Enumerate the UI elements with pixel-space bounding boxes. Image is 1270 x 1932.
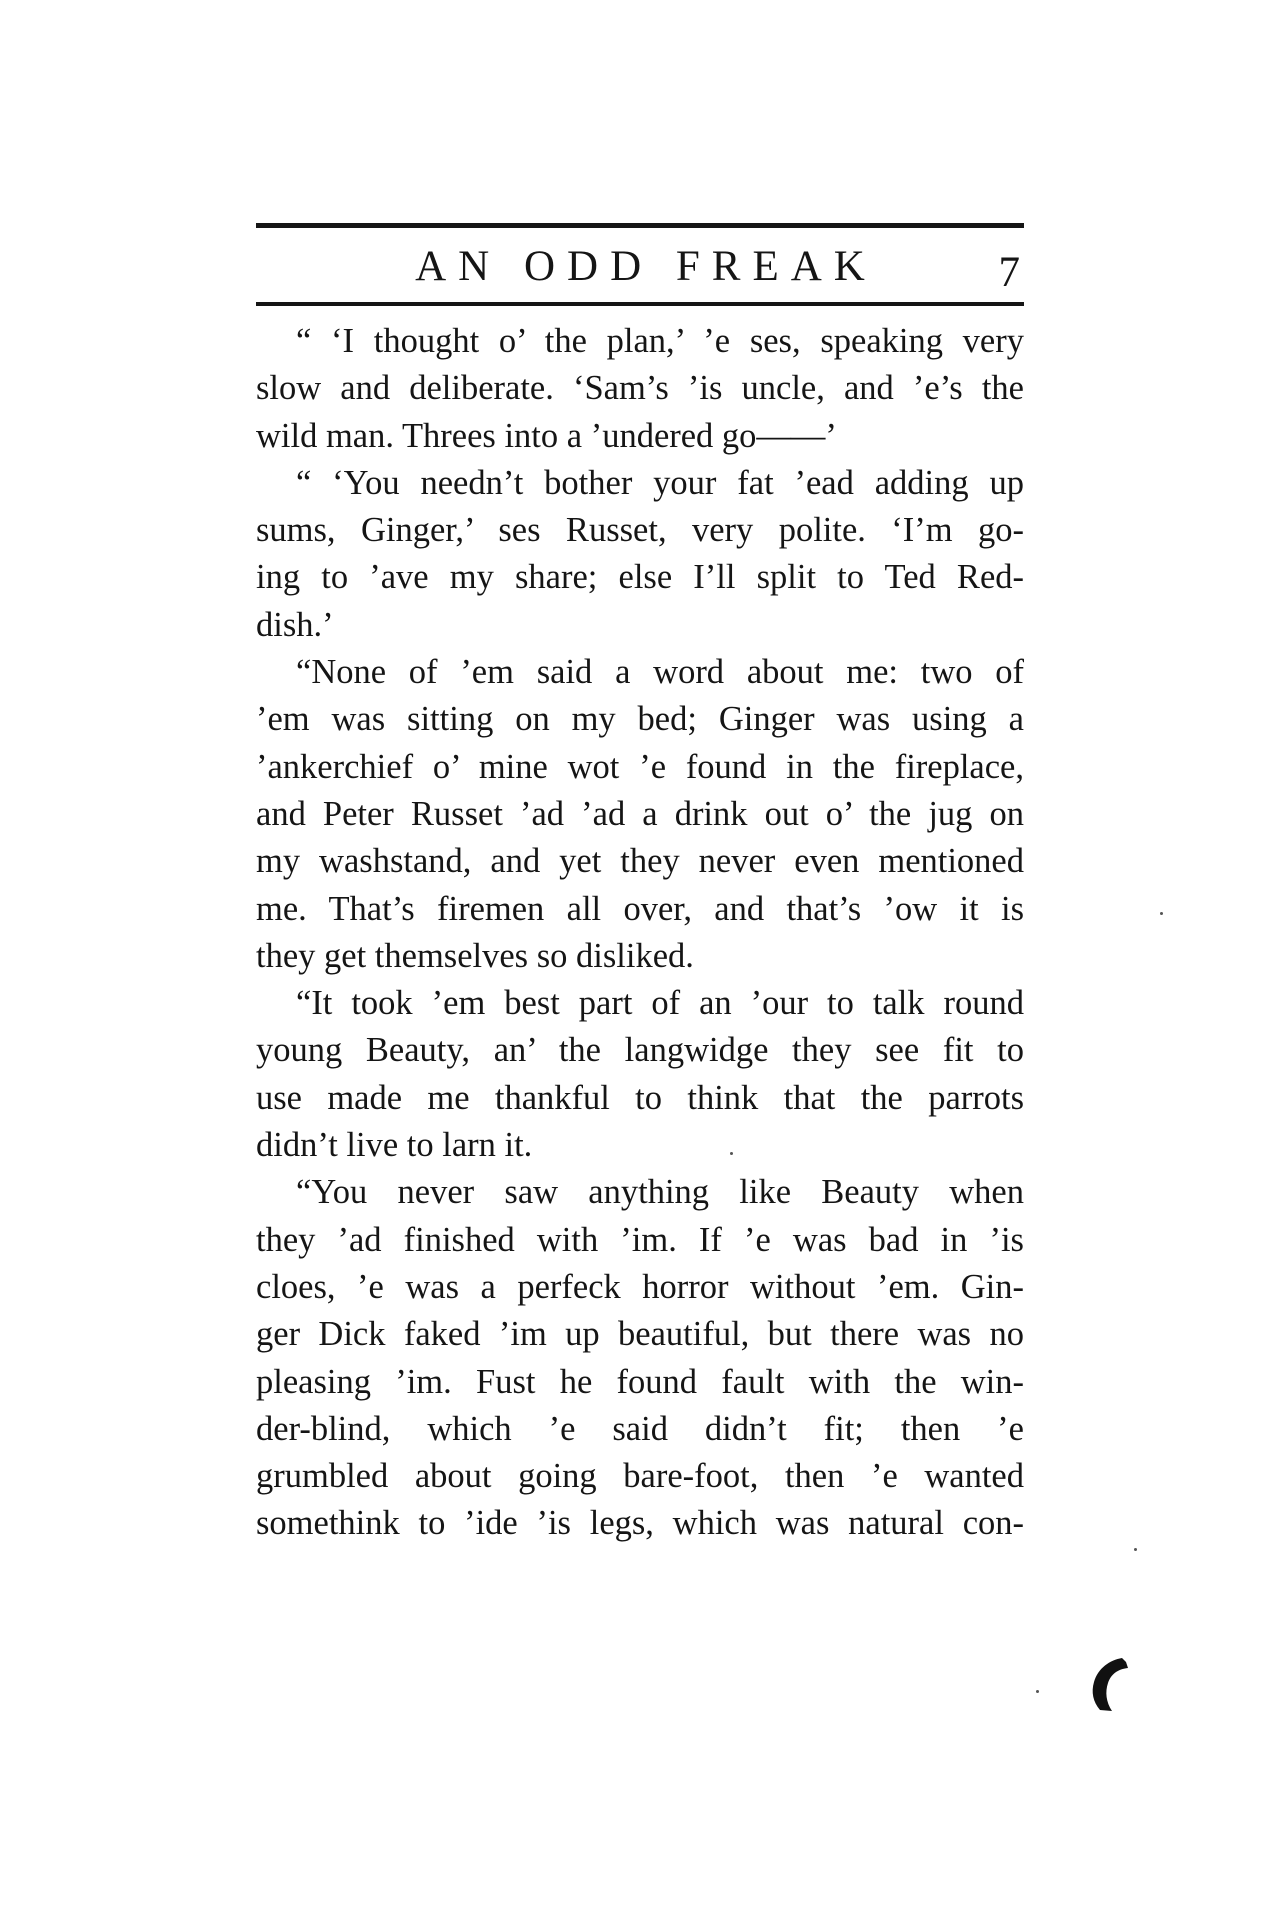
running-head xyxy=(256,228,1024,302)
text-line: use made me thankful to think that the parrots xyxy=(256,1078,1024,1117)
text-line: my washstand, and yet they never even mentioned xyxy=(256,842,1024,881)
text-line: dish.’ xyxy=(256,605,334,644)
text-line: “ ‘You needn’t bother your fat ’ead adding up xyxy=(296,463,1024,502)
text-line: cloes, ’e was a perfeck horror without ’em. Gin- xyxy=(256,1267,1024,1306)
text-line: sums, Ginger,’ ses Russet, very polite. ‘I’m go- xyxy=(256,511,1024,550)
scan-speck xyxy=(1134,1548,1137,1551)
scan-speck xyxy=(1036,1690,1039,1693)
text-line: and Peter Russet ’ad ’ad a drink out o’ the jug on xyxy=(256,794,1024,833)
text-line: didn’t live to larn it. xyxy=(256,1126,533,1165)
text-line: pleasing ’im. Fust he found fault with the win- xyxy=(256,1362,1024,1401)
text-line: “ ‘I thought o’ the plan,’ ’e ses, speaking very xyxy=(296,322,1024,360)
body-text xyxy=(256,318,1024,1548)
text-line: grumbled about going bare-foot, then ’e wanted xyxy=(256,1457,1024,1496)
text-line: “None of ’em said a word about me: two of xyxy=(296,653,1024,692)
text-line: der-blind, which ’e said didn’t fit; then ’e xyxy=(256,1409,1024,1448)
text-line: young Beauty, an’ the langwidge they see fit to xyxy=(256,1031,1024,1070)
text-line: they get themselves so disliked. xyxy=(256,936,694,975)
text-line: they ’ad finished with ’im. If ’e was bad in ’is xyxy=(256,1220,1024,1259)
text-line: “You never saw anything like Beauty when xyxy=(296,1173,1024,1212)
scan-speck xyxy=(730,1152,733,1155)
ink-blot-icon xyxy=(1088,1656,1130,1712)
text-line: somethink to ’ide ’is legs, which was natural con- xyxy=(256,1504,1024,1543)
text-line: ger Dick faked ’im up beautiful, but there was no xyxy=(256,1315,1024,1354)
text-line: me. That’s firemen all over, and that’s ’ow it is xyxy=(256,889,1024,928)
text-line: “It took ’em best part of an ’our to talk round xyxy=(296,984,1024,1023)
scan-speck xyxy=(1160,912,1163,915)
running-head-title: AN ODD FREAK xyxy=(415,243,877,290)
page-number: 7 xyxy=(998,249,1020,296)
text-line: ing to ’ave my share; else I’ll split to Ted Red- xyxy=(256,558,1024,597)
text-line: slow and deliberate. ‘Sam’s ’is uncle, and ’e’s the xyxy=(256,369,1024,408)
text-line: wild man. Threes into a ’undered go——’ xyxy=(256,416,837,455)
text-line: ’em was sitting on my bed; Ginger was using a xyxy=(256,700,1024,739)
header-rule-bottom xyxy=(256,302,1024,306)
text-line: ’ankerchief o’ mine wot ’e found in the fireplace, xyxy=(256,747,1024,786)
book-page xyxy=(256,223,1024,1548)
